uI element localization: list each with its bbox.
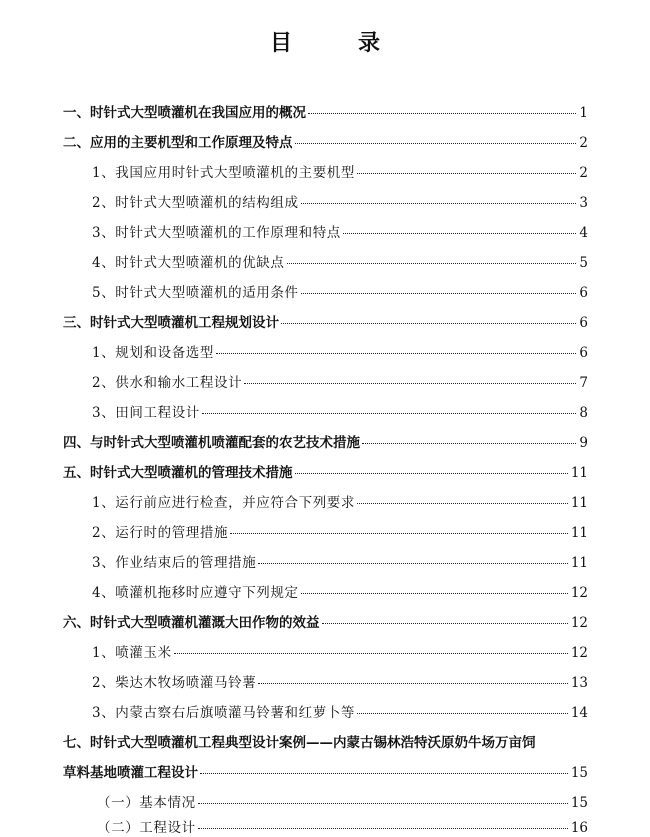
dot-leader [174,653,568,654]
toc-page-number: 12 [570,615,588,631]
dot-leader [281,323,576,324]
toc-entry[interactable] [92,374,588,392]
toc-entry[interactable] [97,794,588,812]
toc-entry-text: 1、喷灌玉米 [92,645,172,661]
dot-leader [357,503,568,504]
toc-entry[interactable] [92,284,588,302]
toc-entry[interactable] [63,614,588,632]
page-title: 目 录 [269,30,402,56]
toc-entry[interactable] [92,254,588,272]
toc-entry[interactable] [92,194,588,212]
toc-page-number: 15 [570,795,588,811]
dot-leader [301,293,577,294]
toc-page-number: 9 [579,435,588,451]
toc-entry-text: 四、与时针式大型喷灌机喷灌配套的农艺技术措施 [63,435,360,451]
toc-page-number: 6 [579,315,588,331]
toc-entry[interactable] [92,404,588,422]
toc-page-number: 11 [570,495,588,511]
toc-entry-text: 3、内蒙古察右后旗喷灌马铃薯和红萝卜等 [92,705,355,721]
toc-page-number: 1 [579,105,588,121]
toc-entry[interactable] [63,314,588,332]
toc-entry-text: 4、时针式大型喷灌机的优缺点 [92,255,285,271]
toc-entry-text: 1、规划和设备选型 [92,345,214,361]
toc-entry-text: 4、喷灌机拖移时应遵守下列规定 [92,585,299,601]
toc-page-number: 5 [579,255,588,271]
toc-entry-text: 二、应用的主要机型和工作原理及特点 [63,135,293,151]
toc-page-number: 12 [570,585,588,601]
toc-entry[interactable] [63,434,588,452]
toc-entry-text-line1[interactable]: 七、时针式大型喷灌机工程典型设计案例——内蒙古锡林浩特沃原奶牛场万亩饲 [63,735,536,751]
dot-leader [198,828,568,829]
toc-entry[interactable] [92,644,588,662]
toc-entry-text: 3、时针式大型喷灌机的工作原理和特点 [92,225,341,241]
dot-leader [301,593,568,594]
toc-page-number: 4 [579,225,588,241]
toc-entry-text: 2、运行时的管理措施 [92,525,229,541]
dot-leader [287,263,577,264]
toc-entry[interactable] [92,344,588,362]
dot-leader [200,773,568,774]
toc-page-number: 2 [579,165,588,181]
dot-leader [357,713,568,714]
toc-page-number: 13 [570,675,588,691]
toc-entry-text: 3、田间工程设计 [92,405,200,421]
dot-leader [295,473,568,474]
toc-page-number: 11 [570,555,588,571]
dot-leader [216,353,576,354]
toc-entry-text: 2、柴达木牧场喷灌马铃薯 [92,675,257,691]
toc-entry[interactable] [92,554,588,572]
toc-entry-text: 六、时针式大型喷灌机灌溉大田作物的效益 [63,615,320,631]
toc-entry[interactable] [92,494,588,512]
toc-entry[interactable] [92,164,588,182]
toc-entry-text: （二）工程设计 [97,820,196,836]
toc-entry[interactable] [63,134,588,152]
toc-entry-text: 五、时针式大型喷灌机的管理技术措施 [63,465,293,481]
toc-page-number: 7 [579,375,588,391]
dot-leader [362,443,576,444]
toc-entry[interactable] [92,704,588,722]
toc-entry[interactable] [63,104,588,122]
toc-entry[interactable] [63,764,588,782]
toc-entry-text: 1、我国应用时针式大型喷灌机的主要机型 [92,165,355,181]
toc-page-number: 2 [579,135,588,151]
toc-entry-text: 1、运行前应进行检查，并应符合下列要求 [92,495,355,511]
toc-page-number: 6 [579,345,588,361]
toc-entry[interactable] [92,584,588,602]
toc-entry-text: 3、作业结束后的管理措施 [92,555,257,571]
dot-leader [198,803,568,804]
toc-entry[interactable] [92,674,588,692]
dot-leader [301,203,577,204]
toc-entry-text: （一）基本情况 [97,795,196,811]
dot-leader [258,683,568,684]
toc-entry[interactable] [63,464,588,482]
toc-entry-text: 2、供水和输水工程设计 [92,375,243,391]
dot-leader [258,563,568,564]
dot-leader [322,623,568,624]
dot-leader [202,413,577,414]
toc-entry-text: 草料基地喷灌工程设计 [63,765,198,781]
toc-page-number: 6 [579,285,588,301]
toc-page-number: 14 [570,705,588,721]
toc-page-number: 15 [570,765,588,781]
dot-leader [343,233,577,234]
toc-entry-text: 5、时针式大型喷灌机的适用条件 [92,285,299,301]
dot-leader [230,533,568,534]
toc-page-number: 11 [570,465,588,481]
toc-page-number: 8 [579,405,588,421]
toc-page-number: 11 [570,525,588,541]
dot-leader [244,383,576,384]
dot-leader [357,173,576,174]
toc-page-number: 12 [570,645,588,661]
dot-leader [308,113,576,114]
toc-entry[interactable] [97,819,588,837]
toc-entry[interactable] [92,224,588,242]
toc-page-number: 16 [570,820,588,836]
toc-entry[interactable] [92,524,588,542]
toc-entry-text: 2、时针式大型喷灌机的结构组成 [92,195,299,211]
dot-leader [295,143,577,144]
toc-entry-text: 三、时针式大型喷灌机工程规划设计 [63,315,279,331]
toc-page-number: 3 [579,195,588,211]
toc-entry-text: 一、时针式大型喷灌机在我国应用的概况 [63,105,306,121]
